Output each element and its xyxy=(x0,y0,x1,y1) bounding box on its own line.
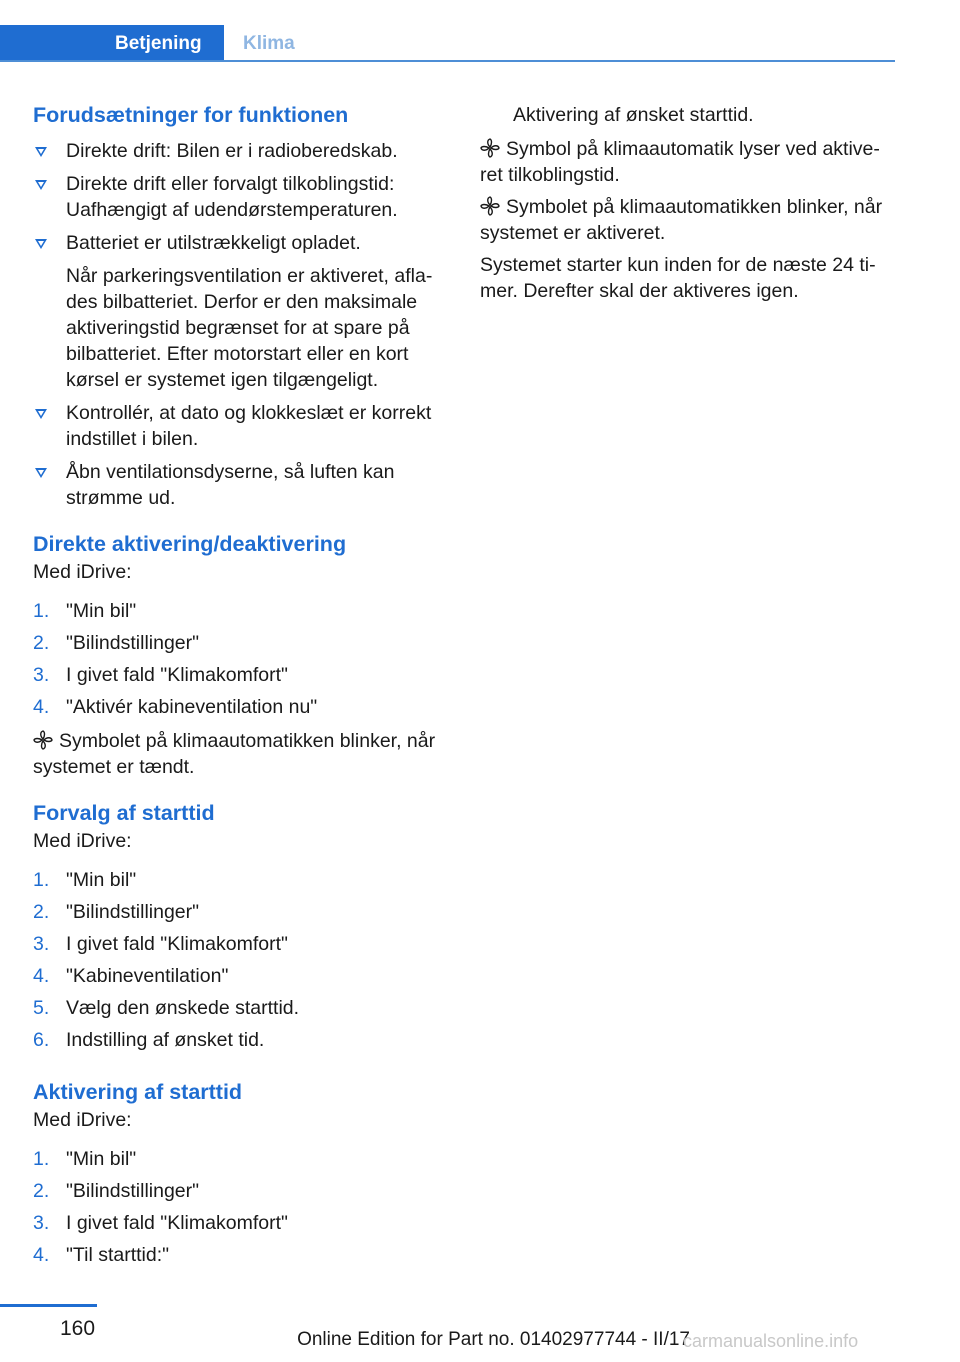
header-rule xyxy=(0,60,895,62)
list-item xyxy=(33,694,449,726)
list-item xyxy=(33,1210,449,1242)
list-item xyxy=(33,995,449,1027)
step-number: 2. xyxy=(33,632,50,654)
step-number: 6. xyxy=(33,1029,50,1051)
edition-text: Online Edition for Part no. 01402977744 - II/17 xyxy=(297,1329,690,1350)
watermark: carmanualsonline.info xyxy=(683,1331,859,1351)
step-number: 1. xyxy=(33,600,50,622)
step-number: 2. xyxy=(33,901,50,923)
right-column xyxy=(480,100,896,304)
triangle-bullet-icon xyxy=(35,239,47,249)
steps-list xyxy=(33,598,449,726)
step-number: 4. xyxy=(33,696,50,718)
list-item xyxy=(33,1242,449,1274)
fan-icon xyxy=(480,196,500,216)
fan-icon xyxy=(480,138,500,158)
fan-icon xyxy=(33,730,53,750)
heading-requirements: Forudsætninger for funktionen xyxy=(33,103,349,127)
heading-activate-start: Aktivering af starttid xyxy=(33,1080,243,1104)
step-text: "Bilindstillinger" xyxy=(66,1180,200,1202)
list-item-text: Direkte drift eller forvalgt tilkoblingstid: Uafhængigt af udendørstemperaturen. xyxy=(66,173,398,221)
triangle-bullet-icon xyxy=(35,180,47,190)
list-item xyxy=(33,230,449,393)
heading-preselect: Forvalg af starttid xyxy=(33,801,215,825)
list-item xyxy=(33,1178,449,1210)
list-item xyxy=(33,899,449,931)
steps-list xyxy=(33,867,449,1059)
list-item-text: Batteriet er utilstrækkeligt opladet. xyxy=(66,232,361,254)
list-item xyxy=(33,138,449,164)
step-text: Indstilling af ønsket tid. xyxy=(66,1029,265,1051)
step-text: "Aktivér kabineventilation nu" xyxy=(66,696,318,718)
step-text: "Min bil" xyxy=(66,600,137,622)
note-text: Symbolet på klimaautomatikken blinker, når systemet er tændt. xyxy=(33,730,436,778)
paragraph-24-hours: Systemet starter kun inden for de næste 24 ti-mer. Derefter skal der aktiveres igen. xyxy=(480,254,876,302)
list-item xyxy=(33,400,449,452)
step-text: I givet fald "Klimakomfort" xyxy=(66,1212,288,1234)
steps-list xyxy=(33,1146,449,1274)
section-preselect xyxy=(33,798,449,1059)
list-item xyxy=(33,459,449,511)
list-item xyxy=(33,867,449,899)
list-item xyxy=(33,931,449,963)
list-item xyxy=(33,1027,449,1059)
note-text: Symbolet på klimaautomatikken blinker, når systemet er aktiveret. xyxy=(480,196,883,244)
step-text: I givet fald "Klimakomfort" xyxy=(66,933,288,955)
requirements-list xyxy=(33,138,449,511)
intro-text: Med iDrive: xyxy=(33,830,132,852)
continued-step-text: Aktivering af ønsket starttid. xyxy=(513,104,754,126)
step-text: "Til starttid:" xyxy=(66,1244,170,1266)
step-number: 1. xyxy=(33,1148,50,1170)
left-column xyxy=(33,100,449,1274)
list-item-text: Kontrollér, at dato og klokkeslæt er korrekt indstillet i bilen. xyxy=(66,402,432,450)
list-item xyxy=(33,171,449,223)
section-direct-activation xyxy=(33,529,449,780)
step-number: 4. xyxy=(33,1244,50,1266)
list-item-text: Åbn ventilationsdyserne, så luften kan strømme ud. xyxy=(66,461,395,509)
list-item xyxy=(33,963,449,995)
chapter-tabbar xyxy=(0,25,895,62)
intro-text: Med iDrive: xyxy=(33,561,132,583)
intro-text: Med iDrive: xyxy=(33,1109,132,1131)
step-number: 4. xyxy=(33,965,50,987)
page-number: 160 xyxy=(60,1317,96,1340)
step-text: "Bilindstillinger" xyxy=(66,632,200,654)
step-number: 3. xyxy=(33,1212,50,1234)
section-activate-start xyxy=(33,1077,449,1274)
step-number: 5. xyxy=(33,997,50,1019)
tab-betjening[interactable]: Betjening xyxy=(0,25,224,62)
triangle-bullet-icon xyxy=(35,147,47,157)
triangle-bullet-icon xyxy=(35,409,47,419)
battery-note: Når parkeringsventilation er aktiveret, afla-des bilbatteriet. Derfor er den maksimale aktiveringstid begrænset for at spare på bilbatteriet. Efter motorstart eller en kort kørsel er systemet igen tilgængeligt. xyxy=(66,265,433,391)
step-text: "Kabineventilation" xyxy=(66,965,229,987)
step-number: 3. xyxy=(33,664,50,686)
step-number: 3. xyxy=(33,933,50,955)
fan-note xyxy=(480,194,896,246)
heading-direct-activation: Direkte aktivering/deaktivering xyxy=(33,532,347,556)
tab-klima[interactable]: Klima xyxy=(243,33,295,54)
fan-note xyxy=(33,728,449,780)
list-item xyxy=(33,1146,449,1178)
step-number: 2. xyxy=(33,1180,50,1202)
step-text: Vælg den ønskede starttid. xyxy=(66,997,300,1019)
fan-note xyxy=(480,136,896,188)
step-text: I givet fald "Klimakomfort" xyxy=(66,664,288,686)
list-item xyxy=(33,662,449,694)
step-number: 1. xyxy=(33,869,50,891)
list-item xyxy=(33,630,449,662)
triangle-bullet-icon xyxy=(35,468,47,478)
footer-rule xyxy=(0,1304,97,1307)
list-item xyxy=(33,598,449,630)
step-text: "Bilindstillinger" xyxy=(66,901,200,923)
list-item-text: Direkte drift: Bilen er i radioberedskab. xyxy=(66,140,398,162)
step-text: "Min bil" xyxy=(66,1148,137,1170)
step-text: "Min bil" xyxy=(66,869,137,891)
note-text: Symbol på klimaautomatik lyser ved aktive-ret tilkoblingstid. xyxy=(480,138,880,186)
